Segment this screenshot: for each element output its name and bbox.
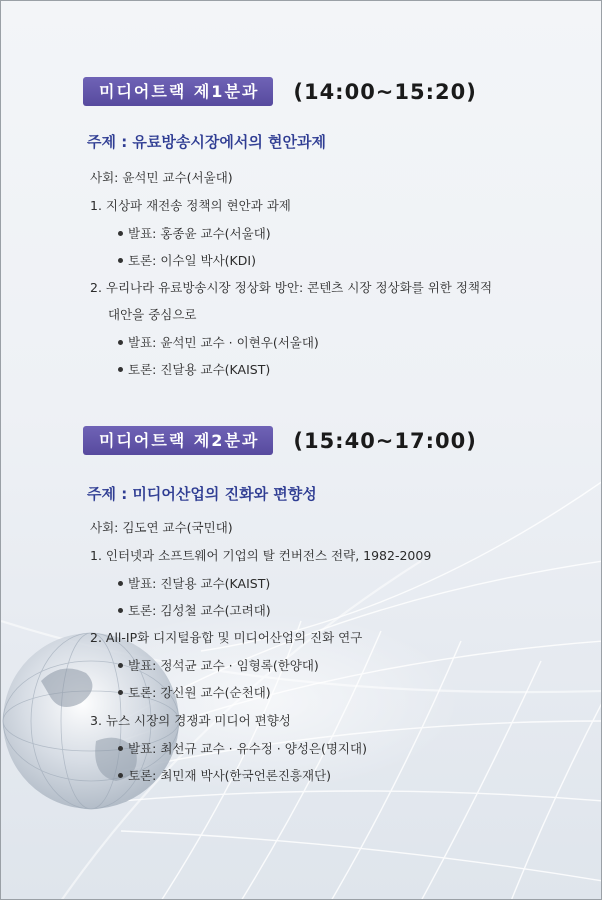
- session-2-time: (15:40~17:00): [293, 428, 477, 453]
- bullet-icon: [118, 258, 123, 263]
- bullet-icon: [118, 746, 123, 751]
- session-2-topic: 주제 : 미디어산업의 진화와 편향성: [87, 485, 317, 503]
- bullet-icon: [118, 367, 123, 372]
- bullet-icon: [118, 581, 123, 586]
- session-1-header: [83, 77, 477, 106]
- session-2-item-3-presenter: 발표: 최선규 교수 · 유수정 · 양성은(명지대): [118, 740, 367, 758]
- session-2-item-2-title: 2. All-IP화 디지털융합 및 미디어산업의 진화 연구: [90, 630, 363, 645]
- session-2-item-1-title: 1. 인터넷과 소프트웨어 기업의 탈 컨버전스 전략, 1982-2009: [90, 548, 432, 563]
- session-1-moderator: 사회: 윤석민 교수(서울대): [90, 170, 233, 185]
- session-1-topic: 주제 : 유료방송시장에서의 현안과제: [87, 133, 327, 151]
- session-2-item-3-discussant: 토론: 최민재 박사(한국언론진흥재단): [118, 767, 331, 785]
- bullet-icon: [118, 608, 123, 613]
- session-1-item-1-discussant: 토론: 이수일 박사(KDI): [118, 252, 256, 270]
- program-content: [1, 1, 602, 900]
- session-2-item-1-presenter: 발표: 진달용 교수(KAIST): [118, 575, 270, 593]
- bullet-icon: [118, 663, 123, 668]
- session-2-item-2-discussant: 토론: 강신원 교수(순천대): [118, 684, 271, 702]
- session-2-track-badge: 미디어트랙 제2분과: [83, 426, 273, 455]
- bullet-icon: [118, 690, 123, 695]
- session-1-time: (14:00~15:20): [293, 79, 477, 104]
- session-2-header: [83, 426, 477, 455]
- session-1-item-2-presenter: 발표: 윤석민 교수 · 이현우(서울대): [118, 334, 319, 352]
- session-1-item-1-title: 1. 지상파 재전송 정책의 현안과 과제: [90, 198, 291, 213]
- session-1-item-2-discussant: 토론: 진달용 교수(KAIST): [118, 361, 270, 379]
- session-1-item-2-title-cont: 대안을 중심으로: [108, 307, 197, 322]
- bullet-icon: [118, 773, 123, 778]
- bullet-icon: [118, 340, 123, 345]
- session-2-item-2-presenter: 발표: 정석균 교수 · 임형록(한양대): [118, 657, 319, 675]
- session-1-item-1-presenter: 발표: 홍종윤 교수(서울대): [118, 225, 271, 243]
- session-2-moderator: 사회: 김도연 교수(국민대): [90, 520, 233, 535]
- session-1-item-2-title: 2. 우리나라 유료방송시장 정상화 방안: 콘텐츠 시장 정상화를 위한 정책적: [90, 280, 493, 295]
- session-1-track-badge: 미디어트랙 제1분과: [83, 77, 273, 106]
- session-2-item-3-title: 3. 뉴스 시장의 경쟁과 미디어 편향성: [90, 713, 291, 728]
- session-2-item-1-discussant: 토론: 김성철 교수(고려대): [118, 602, 271, 620]
- bullet-icon: [118, 231, 123, 236]
